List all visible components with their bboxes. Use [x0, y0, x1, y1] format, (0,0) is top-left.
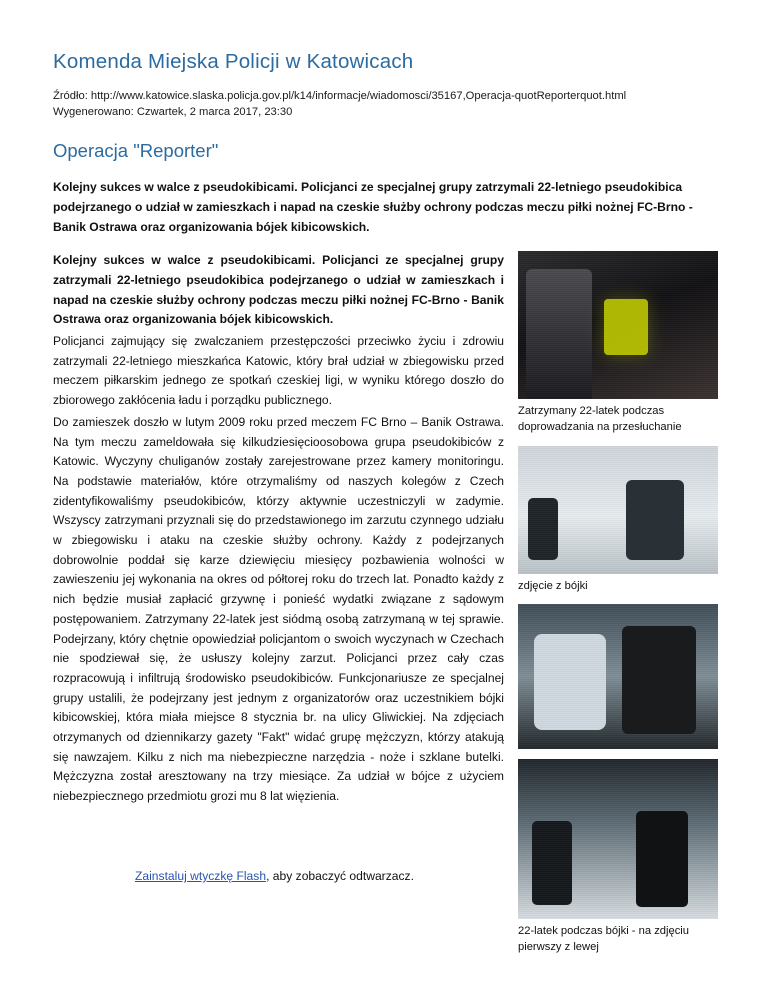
photo-brawl-street	[518, 759, 718, 919]
article-lead: Kolejny sukces w walce z pseudokibicami. Policjanci ze specjalnej grupy zatrzymali 22-letniego pseudokibica podejrzanego o udział w zamieszkach i napad na czeskie służby ochrony podczas meczu piłki nożnej FC-Brno - Banik Ostrawa oraz organizowania bójek kibicowskich.	[53, 180, 693, 234]
paragraph: Policjanci zajmujący się zwalczaniem przestępczości przeciwko życiu i zdrowiu zatrzymali 22-letniego mieszkańca Katowic, który brał udział w zbiegowisku przed meczem piłkarskim jednego ze spotkań czeskiej ligi, w wyniku którego doszło do zbiorowego zakłócenia ładu i porządku publicznego.	[53, 334, 504, 408]
figure-column	[518, 251, 718, 965]
figure-brawl-closeup	[518, 604, 718, 749]
paragraph: Do zamieszek doszło w lutym 2009 roku przed meczem FC Brno – Banik Ostrawa. Na tym meczu zameldowała się kilkudziesięcioosobowa grupa pseudokibiców z Katowic. Wyczyny chuliganów zostały zarejestrowane przez kamery monitoringu. Na podstawie materiałów, które otrzymaliśmy od naszych kolegów z Czech zidentyfikowaliśmy pseudokibiców, którzy aktywnie uczestniczyli w zadymie. Wszyscy zatrzymani przyznali się do przedstawionego im zarzutu czynnego udziału w zbiegowisku i ataku na czeskie służby ochrony. Każdy z podejrzanych dobrowolnie poddał się karze dziewięciu miesięcy pozbawienia wolności w zawieszeniu jej wykonania na okres od półtorej roku do trzech lat. Ponadto każdy z nich będzie musiał zapłacić grzywnę i ponieść wydatki związane z sądowym postępowaniem. Zatrzymany 22-latek jest siódmą osobą zatrzymaną w tej sprawie. Podejrzany, który chętnie opowiedział policjantom o swoich wyczynach w Czechach nie spodziewał się, że usłuszy kolejny zarzut. Policjanci przez cały czas rozpracowują i infiltrują środowisko pseudokibiców. Funkcjonariusze ze specjalnej grupy ustalili, że podejrzany jest jednym z organizatorów oraz uczestnikiem bójki kibicowskiej, która miała miejsce 8 stycznia br. na ulicy Gliwickiej. Na zdjęciach otrzymanych od dziennikarzy gazety "Fakt" widać grupę mężczyzn, którzy atakują się nawzajem. Kilku z nich ma niebezpieczne narzędzia - noże i szklane butelki. Mężczyzna został aresztowany na trzy miesiące. Za udział w bójce z użyciem niebezpiecznego przedmiotu grozi mu 8 lat więzienia.	[53, 414, 504, 804]
source-line: Źródło: http://www.katowice.slaska.policja.gov.pl/k14/informacje/wiadomosci/35167,Operacja-quotReporterquot.html	[53, 90, 627, 102]
page-title: Komenda Miejska Policji w Katowicach	[53, 50, 414, 73]
figure-caption: zdjęcie z bójki	[518, 579, 588, 592]
figure-brawl-street	[518, 759, 718, 955]
flash-notice-text: , aby zobaczyć odtwarzacz.	[266, 869, 414, 883]
figure-detention	[518, 251, 718, 435]
flash-notice	[135, 869, 414, 883]
paragraph: Kolejny sukces w walce z pseudokibicami. Policjanci ze specjalnej grupy zatrzymali 22-letniego pseudokibica podejrzanego o udział w zamieszkach i napad na czeskie służby ochrony podczas meczu piłki nożnej FC-Brno - Banik Ostrawa oraz organizowania bójek kibicowskich.	[53, 253, 504, 327]
figure-brawl-snow	[518, 446, 718, 594]
document-content	[53, 50, 718, 965]
document-meta	[53, 88, 718, 120]
generated-line: Wygenerowano: Czwartek, 2 marca 2017, 23:30	[53, 106, 293, 119]
photo-brawl-snow	[518, 446, 718, 574]
install-flash-link[interactable]: Zainstaluj wtyczkę Flash	[135, 869, 267, 883]
photo-brawl-closeup	[518, 604, 718, 749]
figure-caption: Zatrzymany 22-latek podczas doprowadzania na przesłuchanie	[518, 405, 682, 434]
photo-detention	[518, 251, 718, 399]
article-title: Operacja "Reporter"	[53, 140, 219, 162]
figure-caption: 22-latek podczas bójki - na zdjęciu pierwszy z lewej	[518, 924, 690, 954]
